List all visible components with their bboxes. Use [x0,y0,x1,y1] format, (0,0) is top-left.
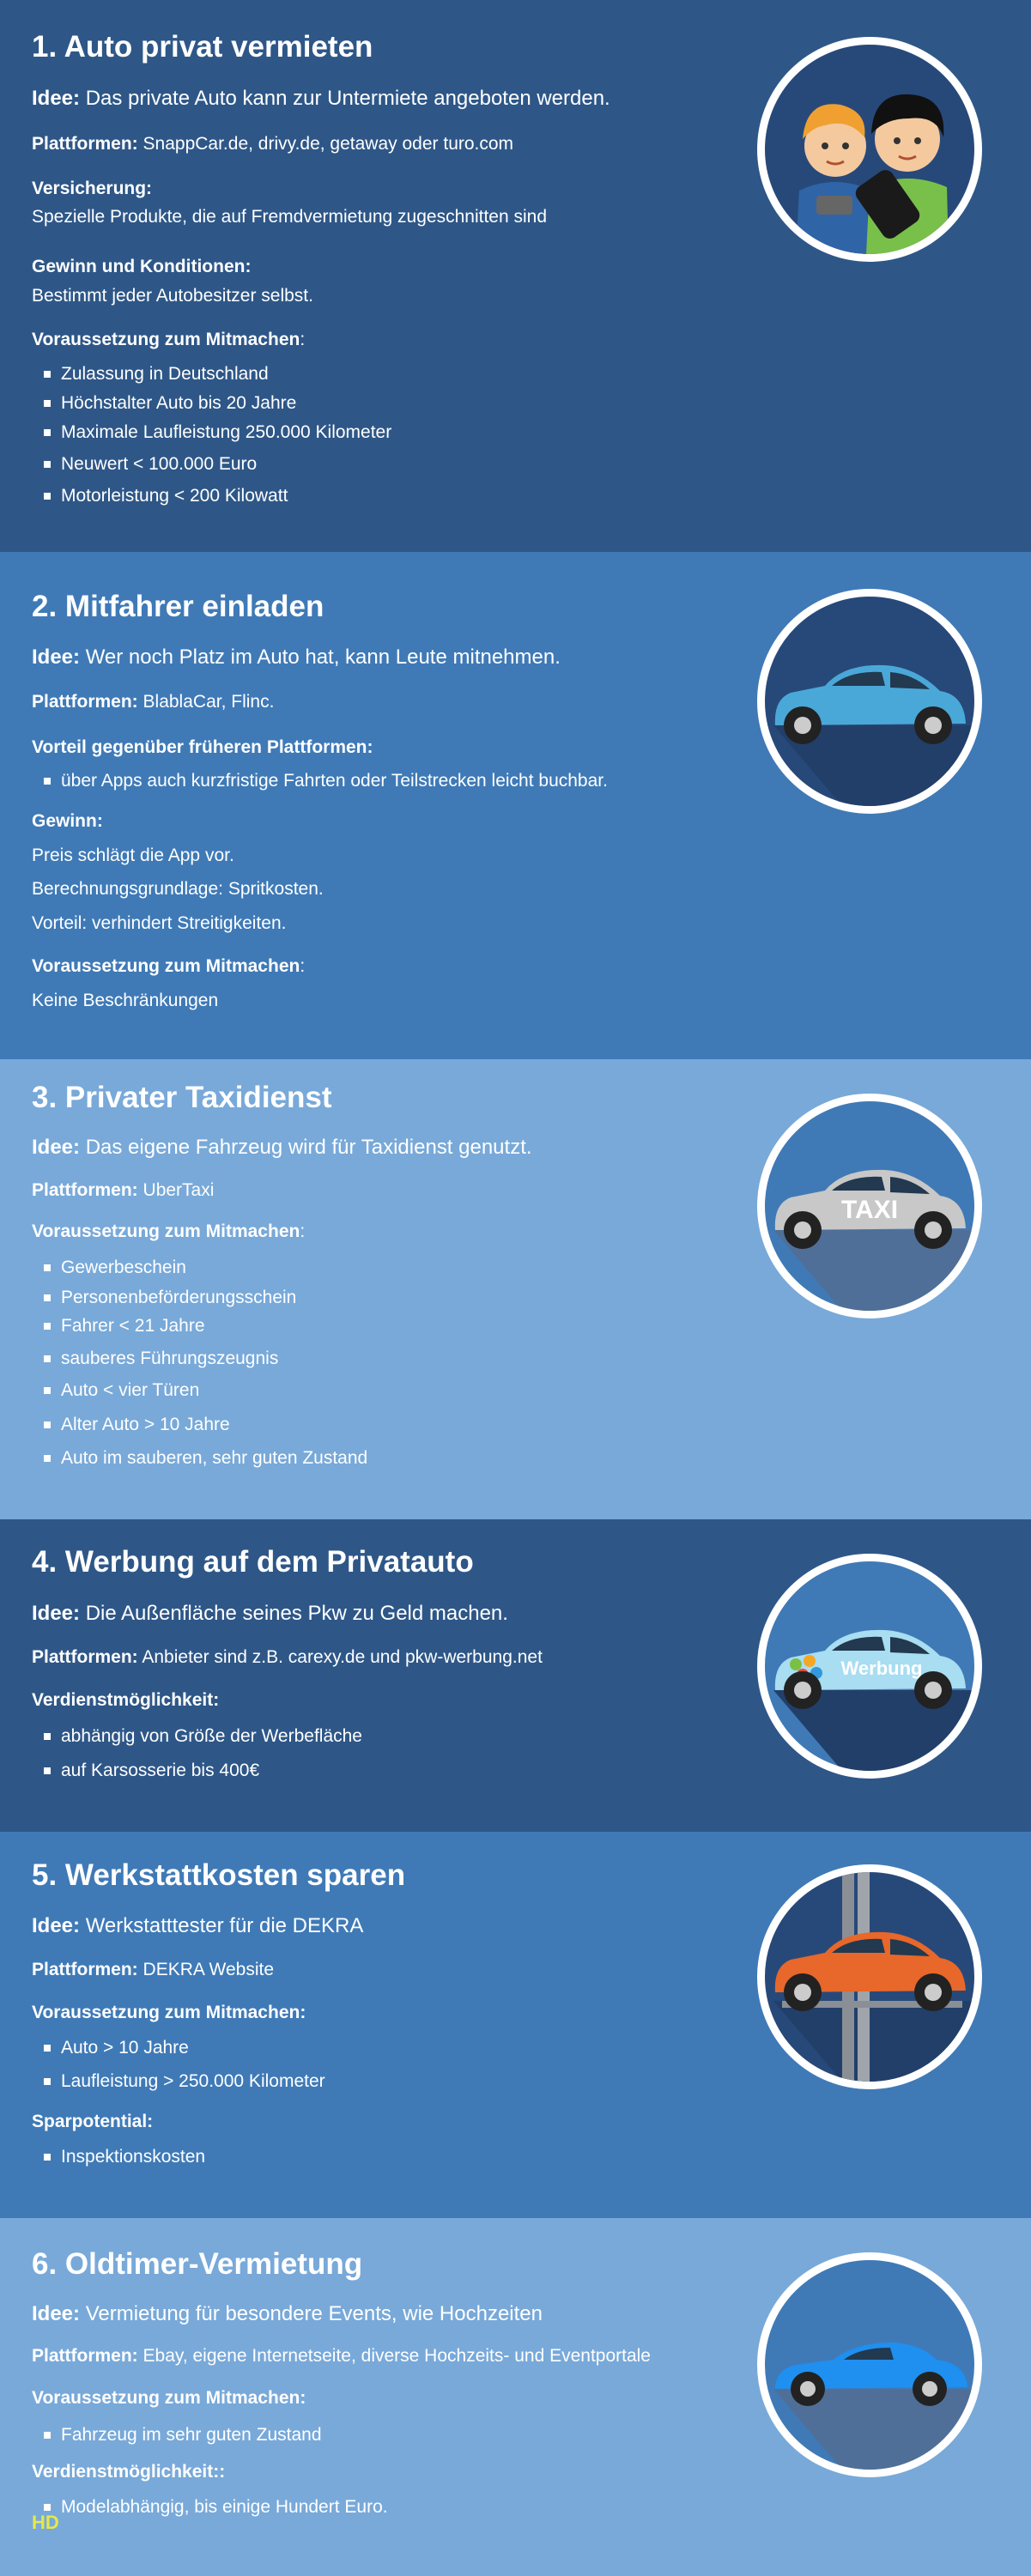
platform-line: Plattformen: UberTaxi [32,1180,215,1200]
profit-text: Bestimmt jeder Autobesitzer selbst. [32,286,313,306]
earn-label: Verdienstmöglichkeit: [32,1690,220,1710]
section-werbung-auf-dem-privatauto [0,1519,1031,1832]
idea-line: Idee: Werkstatttester für die DEKRA [32,1914,364,1937]
list-item: Fahrer < 21 Jahre [44,1315,205,1337]
section-auto-privat-vermieten [0,0,1031,552]
list-item: Auto im sauberen, sehr guten Zustand [44,1447,367,1470]
list-item: Neuwert < 100.000 Euro [44,453,257,476]
advantage-label: Vorteil gegenüber früheren Plattformen: [32,737,373,757]
advertising-car-icon [757,1554,982,1779]
requirements-label: Voraussetzung zum Mitmachen: [32,330,306,349]
idea-line: Idee: Wer noch Platz im Auto hat, kann Leute mitnehmen. [32,646,561,669]
list-item: Höchstalter Auto bis 20 Jahre [44,392,296,415]
list-item: Auto < vier Türen [44,1379,199,1402]
profit-line: Berechnungsgrundlage: Spritkosten. [32,879,324,899]
insurance-label: Versicherung: [32,179,153,198]
section-title: 4. Werbung auf dem Privatauto [32,1545,474,1579]
platform-line: Plattformen: DEKRA Website [32,1960,275,1979]
requirements-text: Keine Beschränkungen [32,991,219,1010]
list-item: Zulassung in Deutschland [44,363,269,385]
taxi-car-icon [757,1094,982,1318]
list-item: Inspektionskosten [44,2146,205,2168]
list-item: Motorleistung < 200 Kilowatt [44,485,288,507]
section-werkstattkosten-sparen [0,1832,1031,2218]
section-oldtimer-vermietung [0,2218,1031,2576]
car-owners-with-key-icon [757,37,982,262]
profit-label: Gewinn: [32,811,103,831]
requirements-label: Voraussetzung zum Mitmachen: [32,2003,306,2022]
section-privater-taxidienst [0,1059,1031,1519]
list-item: Personenbeförderungsschein [44,1287,296,1309]
list-item: Laufleistung > 250.000 Kilometer [44,2070,325,2093]
list-item: Fahrzeug im sehr guten Zustand [44,2424,322,2446]
idea-line: Idee: Das private Auto kann zur Untermiete angeboten werden. [32,87,610,110]
section-title: 2. Mitfahrer einladen [32,590,324,623]
section-title: 6. Oldtimer-Vermietung [32,2247,363,2281]
section-mitfahrer-einladen [0,552,1031,1059]
section-title: 1. Auto privat vermieten [32,30,373,64]
list-item: auf Karsosserie bis 400€ [44,1760,259,1782]
requirements-label: Voraussetzung zum Mitmachen: [32,956,306,976]
profit-line: Vorteil: verhindert Streitigkeiten. [32,913,287,933]
list-item: Modelabhängig, bis einige Hundert Euro. [44,2496,388,2518]
hd-watermark: HD [32,2512,59,2533]
list-item: sauberes Führungszeugnis [44,1348,278,1370]
platform-line: Plattformen: BlablaCar, Flinc. [32,692,275,712]
list-item: abhängig von Größe der Werbefläche [44,1725,362,1748]
profit-label: Gewinn und Konditionen: [32,257,252,276]
section-title: 3. Privater Taxidienst [32,1081,332,1114]
earn-label: Verdienstmöglichkeit:: [32,2462,226,2482]
idea-line: Idee: Vermietung für besondere Events, wie Hochzeiten [32,2302,543,2325]
insurance-text: Spezielle Produkte, die auf Fremdvermietung zugeschnitten sind [32,207,547,227]
werbung-label: Werbung [840,1658,923,1679]
oldtimer-car-icon [757,2252,982,2477]
taxi-label: TAXI [840,1196,899,1224]
blue-car-icon [757,589,982,814]
platform-line: Plattformen: Anbieter sind z.B. carexy.de und pkw-werbung.net [32,1647,543,1667]
platform-line: Plattformen: SnappCar.de, drivy.de, getaway oder turo.com [32,134,514,154]
list-item: Maximale Laufleistung 250.000 Kilometer [44,421,391,444]
idea-line: Idee: Das eigene Fahrzeug wird für Taxidienst genutzt. [32,1136,532,1159]
requirements-label: Voraussetzung zum Mitmachen: [32,2388,306,2408]
list-item: über Apps auch kurzfristige Fahrten oder Teilstrecken leicht buchbar. [44,770,608,792]
car-on-lift-icon [757,1864,982,2089]
profit-line: Preis schlägt die App vor. [32,846,234,865]
savings-label: Sparpotential: [32,2112,154,2131]
idea-line: Idee: Die Außenfläche seines Pkw zu Geld machen. [32,1602,508,1625]
list-item: Alter Auto > 10 Jahre [44,1414,230,1436]
list-item: Gewerbeschein [44,1257,186,1279]
list-item: Auto > 10 Jahre [44,2037,189,2059]
requirements-label: Voraussetzung zum Mitmachen: [32,1221,306,1241]
platform-line: Plattformen: Ebay, eigene Internetseite, diverse Hochzeits- und Eventportale [32,2346,651,2366]
section-title: 5. Werkstattkosten sparen [32,1858,406,1892]
